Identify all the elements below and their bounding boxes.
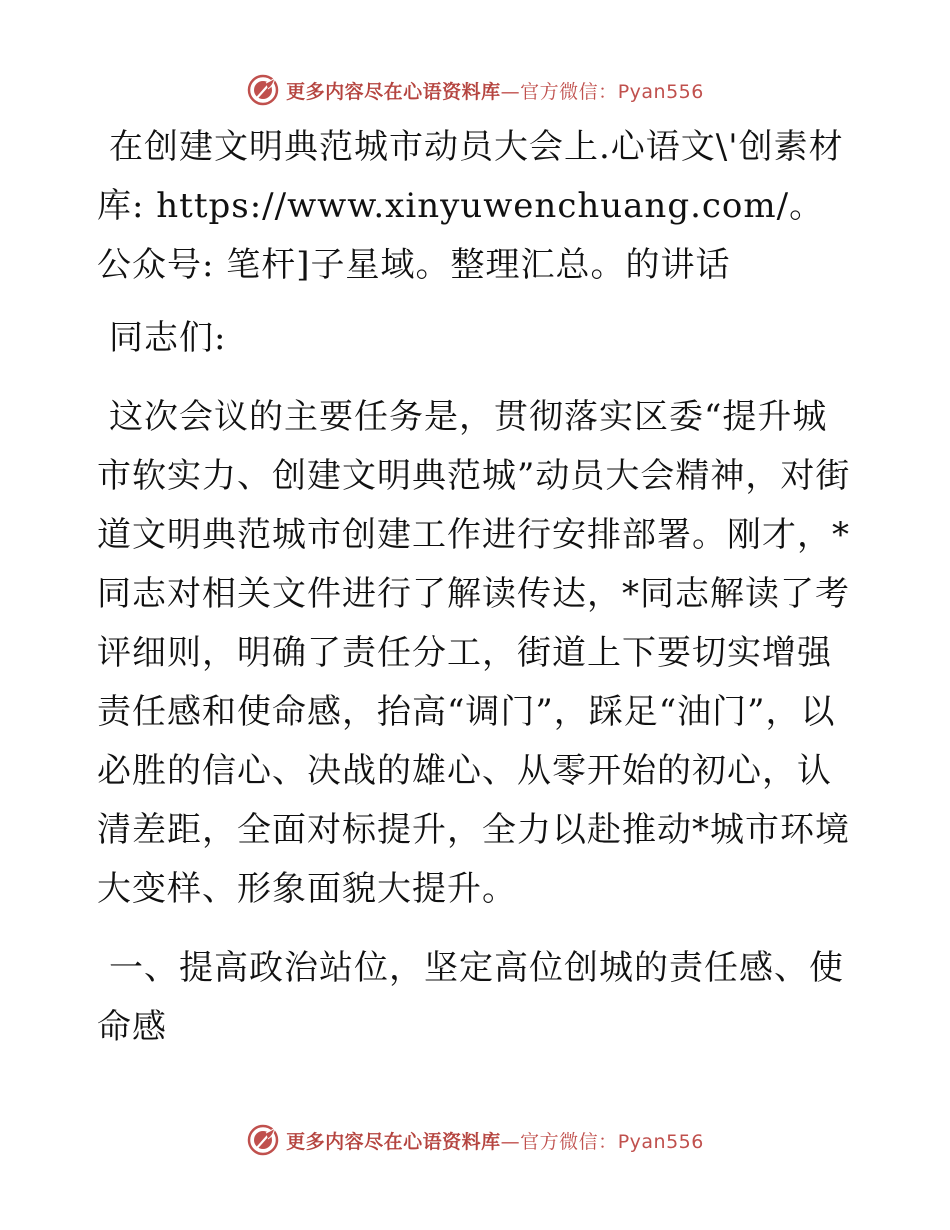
banner-content xyxy=(246,73,704,107)
footer-banner-handle: Pyan556 xyxy=(617,1130,704,1153)
footer-banner-text xyxy=(286,1127,704,1154)
footer-banner xyxy=(0,1120,950,1160)
document-title: 在创建文明典范城市动员大会上.心语文\'创素材库: https://www.xinyuwenchuang.com/。公众号: 笔杆]子星域。整理汇总。的讲话 xyxy=(97,127,844,285)
header-banner xyxy=(0,70,950,110)
paragraph-1: 这次会议的主要任务是，贯彻落实区委“提升城市软实力、创建文明典范城”动员大会精神，对街道文明典范城市创建工作进行安排部署。刚才，*同志对相关文件进行了解读传达，*同志解读了考评细则，明确了责任分工，街道上下要切实增强责任感和使命感，抬高“调门”，踩足“油门”，以必胜的信心、决战的雄心、从零开始的初心，认清差距，全面对标提升，全力以赴推动*城市环境大变样、形象面貌大提升。 xyxy=(97,397,851,909)
footer-banner-separator: — xyxy=(500,1130,521,1153)
banner-separator: — xyxy=(500,80,521,103)
quill-logo-icon xyxy=(246,73,280,107)
quill-logo-icon xyxy=(246,1123,280,1157)
banner-text xyxy=(286,77,704,104)
banner-handle: Pyan556 xyxy=(617,80,704,103)
section-heading-1: 一、提高政治站位，坚定高位创城的责任感、使命感 xyxy=(97,948,844,1047)
salutation: 同志们: xyxy=(109,318,227,358)
footer-banner-label: 官方微信： xyxy=(520,1130,618,1153)
footer-banner-main-text: 更多内容尽在心语资料库 xyxy=(286,1130,501,1153)
footer-banner-content xyxy=(246,1123,704,1157)
document-body xyxy=(97,118,857,1057)
banner-label: 官方微信： xyxy=(520,80,618,103)
banner-main-text: 更多内容尽在心语资料库 xyxy=(286,80,501,103)
